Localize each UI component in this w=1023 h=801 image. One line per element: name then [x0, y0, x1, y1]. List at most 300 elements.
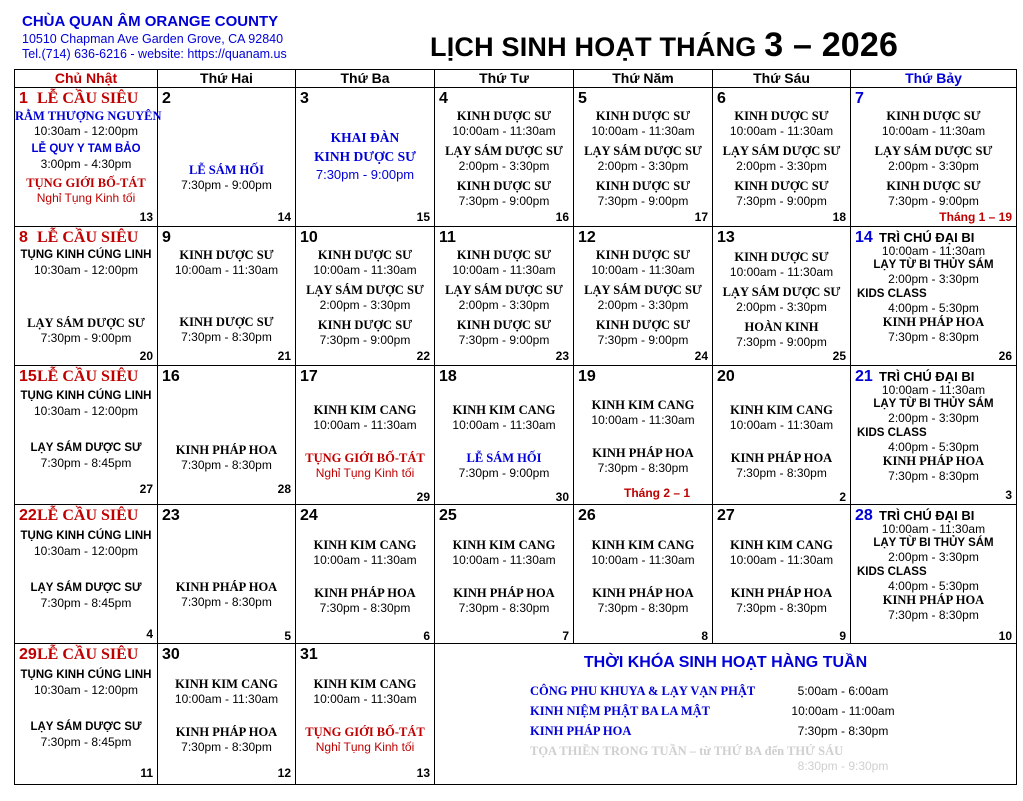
event — [15, 108, 162, 139]
event-time: 7:30pm - 8:30pm — [181, 330, 272, 344]
event — [15, 528, 157, 559]
event — [857, 426, 927, 440]
event — [713, 402, 850, 433]
event — [158, 676, 295, 707]
day-cell[interactable] — [851, 227, 1017, 366]
event-time: 2:00pm - 3:30pm — [319, 298, 411, 312]
day-number: 2 — [162, 90, 171, 107]
day-number: 20 — [717, 368, 735, 385]
day-title: TRÌ CHÚ ĐẠI BI — [879, 369, 975, 384]
week-row — [15, 227, 1017, 366]
event-time: 10:00am - 11:30am — [729, 418, 834, 432]
event-time: 10:00am - 11:30am — [452, 263, 556, 277]
event-name: KINH KIM CANG — [452, 403, 556, 417]
event-time: 7:30pm - 8:30pm — [319, 601, 411, 615]
day-cell[interactable] — [851, 505, 1017, 644]
event — [15, 719, 157, 750]
lunar-date: 26 — [998, 349, 1012, 363]
lunar-date: 9 — [839, 629, 846, 643]
day-number: 5 — [578, 90, 587, 107]
lunar-date: 6 — [423, 629, 430, 643]
day-cell[interactable] — [158, 227, 296, 366]
event-name: LẠY SÁM DƯỢC SƯ — [584, 144, 702, 158]
event-time: 7:30pm - 9:00pm — [736, 335, 827, 349]
day-cell[interactable] — [296, 505, 435, 644]
event — [574, 247, 712, 278]
day-number: 11 — [439, 229, 456, 246]
event — [574, 108, 712, 139]
event-name: KINH DƯỢC SƯ — [314, 149, 416, 164]
event-time: 4:00pm - 5:30pm — [888, 440, 979, 454]
day-number: 9 — [162, 229, 171, 246]
event — [296, 724, 434, 755]
event-time: 10:00am - 11:30am — [452, 418, 556, 432]
weekly-schedule-title: THỜI KHÓA SINH HOẠT HÀNG TUẦN — [583, 654, 868, 671]
event-time: 7:30pm - 8:30pm — [597, 461, 689, 475]
event-name: LẠY SÁM DƯỢC SƯ — [445, 283, 563, 297]
title-prefix: LỊCH SINH HOẠT THÁNG — [430, 32, 765, 62]
event-time: 10:00am - 11:30am — [313, 553, 417, 567]
day-cell[interactable] — [296, 366, 435, 505]
event-name: KINH DƯỢC SƯ — [179, 248, 274, 262]
lunar-date: Tháng 1 – 19 — [939, 210, 1012, 224]
event-time: 10:30am - 12:00pm — [33, 683, 139, 697]
event-time: 2:00pm - 3:30pm — [458, 298, 550, 312]
event — [296, 317, 434, 348]
event-time: 10:00am - 11:30am — [881, 522, 986, 536]
event — [851, 108, 1016, 139]
event-time: 10:00am - 11:30am — [591, 124, 695, 138]
page-title — [430, 28, 898, 64]
schedule-item-time: 10:00am - 11:00am — [791, 704, 895, 718]
schedule-item-name: CÔNG PHU KHUYA & LẠY VẠN PHẬT — [530, 684, 756, 698]
weekday-header-row — [15, 70, 1017, 88]
event-time: 7:30pm - 9:00pm — [458, 333, 550, 347]
event — [435, 178, 573, 209]
event-name: LẠY TỪ BI THỦY SÁM — [873, 259, 994, 271]
event-name: KINH KIM CANG — [730, 538, 833, 552]
weekly-schedule — [435, 644, 1016, 784]
event — [158, 724, 295, 755]
day-number: 22 — [19, 507, 37, 524]
day-cell[interactable] — [296, 227, 435, 366]
event-time: 2:00pm - 3:30pm — [736, 159, 827, 173]
event — [435, 282, 573, 313]
event-name: KINH PHÁP HOA — [882, 315, 985, 329]
week-row — [15, 88, 1017, 227]
day-cell[interactable] — [15, 644, 158, 785]
event-name: KINH DƯỢC SƯ — [595, 179, 691, 193]
lunar-date: 2 — [839, 490, 846, 504]
lunar-date: 17 — [694, 210, 708, 224]
event-time: 10:00am - 11:30am — [591, 263, 695, 277]
event — [296, 676, 434, 707]
day-cell[interactable] — [574, 88, 713, 227]
event-name: LẠY SÁM DƯỢC SƯ — [30, 721, 142, 733]
event-name: KINH KIM CANG — [591, 398, 695, 412]
event-name: LỄ SÁM HỐI — [188, 163, 264, 177]
day-cell[interactable] — [158, 505, 296, 644]
day-cell[interactable] — [15, 366, 158, 505]
event-time: 10:00am - 11:30am — [174, 263, 279, 277]
event — [435, 402, 573, 433]
lunar-date: 30 — [555, 490, 569, 504]
event-name: KIDS CLASS — [857, 288, 927, 300]
temple-name: CHÙA QUAN ÂM ORANGE COUNTY — [22, 13, 279, 30]
day-number: 29 — [19, 646, 37, 663]
event-name: LẠY SÁM DƯỢC SƯ — [306, 283, 424, 297]
event-name: TỤNG KINH CÚNG LINH — [20, 669, 152, 681]
day-cell[interactable] — [158, 644, 296, 785]
event-name: KINH DƯỢC SƯ — [317, 318, 413, 332]
event-time: 7:30pm - 8:30pm — [181, 595, 272, 609]
event-time: 7:30pm - 8:30pm — [888, 469, 979, 483]
day-cell[interactable] — [574, 505, 713, 644]
event-time: 7:30pm - 9:00pm — [597, 194, 689, 208]
lunar-date: 15 — [416, 210, 430, 224]
event-time: 10:00am - 11:30am — [313, 692, 417, 706]
event-name: KINH DƯỢC SƯ — [886, 109, 981, 123]
day-cell[interactable] — [713, 227, 851, 366]
event-time: 4:00pm - 5:30pm — [888, 301, 979, 315]
event — [15, 141, 157, 172]
event-name: KINH KIM CANG — [591, 538, 695, 552]
event — [713, 284, 850, 315]
weekday-sat: Thứ Bảy — [851, 70, 1017, 88]
event-time: 10:00am - 11:30am — [452, 124, 556, 138]
day-cell[interactable] — [296, 644, 435, 785]
event-time: 7:30pm - 8:30pm — [597, 601, 689, 615]
lunar-date: 4 — [146, 627, 153, 641]
weekday-wed: Thứ Tư — [435, 70, 574, 88]
day-cell[interactable] — [158, 88, 296, 227]
event — [713, 537, 850, 568]
event-time: 10:00am - 11:30am — [313, 263, 417, 277]
event-name: KINH KIM CANG — [313, 403, 417, 417]
event-name: KINH PHÁP HOA — [175, 443, 278, 457]
event-time: 2:00pm - 3:30pm — [597, 298, 689, 312]
day-title: TRÌ CHÚ ĐẠI BI — [879, 230, 975, 245]
event-name: LẠY SÁM DƯỢC SƯ — [30, 582, 142, 594]
event-time: 7:30pm - 8:30pm — [458, 601, 550, 615]
day-number: 14 — [855, 229, 873, 246]
event-time: 10:30am - 12:00pm — [33, 124, 139, 138]
day-title: LỄ CẦU SIÊU — [37, 90, 139, 107]
event — [713, 143, 850, 174]
day-cell[interactable] — [435, 366, 574, 505]
event-name: LẠY SÁM DƯỢC SƯ — [584, 283, 702, 297]
day-title: LỄ CẦU SIÊU — [37, 646, 139, 663]
event-time: 7:30pm - 9:00pm — [315, 167, 415, 182]
event — [851, 579, 1016, 594]
lunar-date: 20 — [139, 349, 153, 363]
event — [158, 247, 295, 278]
schedule-item-time: 8:30pm - 9:30pm — [797, 759, 889, 773]
event-time: 10:00am - 11:30am — [729, 553, 834, 567]
lunar-date: 14 — [277, 210, 291, 224]
day-cell[interactable] — [435, 88, 574, 227]
day-number: 6 — [717, 90, 726, 107]
event — [713, 249, 850, 280]
schedule-item-name: KINH PHÁP HOA — [530, 724, 632, 738]
event — [15, 580, 157, 611]
event — [851, 522, 1016, 537]
event-time: 10:30am - 12:00pm — [33, 544, 139, 558]
day-title: LỄ CẦU SIÊU — [37, 507, 139, 524]
day-number: 8 — [19, 229, 28, 246]
day-cell[interactable] — [851, 88, 1017, 227]
day-number: 23 — [162, 507, 180, 524]
event-name: LẠY SÁM DƯỢC SƯ — [445, 144, 563, 158]
event-name: KINH DƯỢC SƯ — [886, 179, 981, 193]
event-name: TỤNG KINH CÚNG LINH — [20, 390, 152, 402]
event-time: 7:30pm - 8:30pm — [736, 466, 827, 480]
day-cell[interactable] — [435, 227, 574, 366]
event-name: TỤNG GIỚI BỐ-TÁT — [305, 725, 425, 739]
calendar-grid — [14, 69, 1017, 785]
event-name: KINH KIM CANG — [313, 677, 417, 691]
event-name: KINH PHÁP HOA — [882, 454, 985, 468]
day-title: TRÌ CHÚ ĐẠI BI — [879, 508, 975, 523]
event-name: TỤNG KINH CÚNG LINH — [20, 530, 152, 542]
lunar-date: 10 — [998, 629, 1012, 643]
event-name: KINH DƯỢC SƯ — [595, 109, 691, 123]
weekday-thu: Thứ Năm — [574, 70, 713, 88]
event-name: LẠY SÁM DƯỢC SƯ — [27, 316, 145, 330]
event — [713, 319, 850, 350]
event — [574, 178, 712, 209]
temple-info — [22, 12, 402, 62]
event — [296, 282, 434, 313]
event-name: KINH DƯỢC SƯ — [179, 315, 274, 329]
event — [851, 454, 1016, 484]
day-number: 13 — [717, 229, 735, 246]
day-cell[interactable] — [15, 88, 162, 227]
event-time: 7:30pm - 9:00pm — [458, 194, 550, 208]
day-cell[interactable] — [713, 366, 851, 505]
event — [435, 450, 573, 481]
event — [574, 317, 712, 348]
event-time: 7:30pm - 9:00pm — [736, 194, 827, 208]
event-time: 7:30pm - 8:45pm — [40, 735, 132, 749]
weekday-sun: Chủ Nhật — [15, 70, 158, 88]
event — [296, 537, 434, 568]
event — [435, 247, 573, 278]
event-time: 10:00am - 11:30am — [881, 383, 986, 397]
event-time: 4:00pm - 5:30pm — [888, 579, 979, 593]
event-name: KINH DƯỢC SƯ — [456, 248, 552, 262]
event-time: 7:30pm - 8:45pm — [40, 596, 132, 610]
event-name: TỤNG GIỚI BỐ-TÁT — [305, 451, 425, 465]
event — [851, 178, 1016, 209]
day-number: 7 — [855, 90, 864, 107]
event-name: KINH DƯỢC SƯ — [595, 248, 691, 262]
event-name: KINH PHÁP HOA — [730, 451, 833, 465]
event-time: Nghỉ Tụng Kinh tối — [36, 191, 136, 205]
day-number: 3 — [300, 90, 309, 107]
day-cell[interactable] — [158, 366, 296, 505]
day-cell[interactable] — [15, 505, 158, 644]
event — [15, 247, 157, 278]
event-time: 10:00am - 11:30am — [591, 553, 695, 567]
event — [574, 445, 712, 476]
weekday-tue: Thứ Ba — [296, 70, 435, 88]
day-number: 31 — [300, 646, 318, 663]
event-time: Nghỉ Tụng Kinh tối — [315, 740, 415, 754]
event-time: 2:00pm - 3:30pm — [888, 550, 979, 564]
event — [435, 537, 573, 568]
event-time: 2:00pm - 3:30pm — [888, 411, 979, 425]
event-time: 2:00pm - 3:30pm — [888, 272, 979, 286]
day-cell[interactable] — [574, 227, 713, 366]
lunar-date: 5 — [284, 629, 291, 643]
event-name: KHAI ĐÀN — [330, 130, 400, 145]
day-number: 10 — [300, 229, 318, 246]
event — [851, 244, 1016, 259]
event-name: KIDS CLASS — [857, 427, 927, 439]
event — [713, 108, 850, 139]
event-time: 7:30pm - 8:30pm — [888, 608, 979, 622]
event — [857, 565, 927, 579]
lunar-date: 27 — [139, 482, 153, 496]
title-month-year: 3 – 2026 — [764, 26, 899, 64]
event — [435, 585, 573, 616]
event — [15, 667, 157, 698]
event-time: 2:00pm - 3:30pm — [597, 159, 689, 173]
day-number: 28 — [855, 507, 873, 524]
day-cell[interactable] — [713, 88, 851, 227]
event-name: KINH KIM CANG — [730, 403, 833, 417]
event-name: LẠY SÁM DƯỢC SƯ — [722, 285, 841, 299]
schedule-item-time: 5:00am - 6:00am — [797, 684, 889, 698]
event-time: 10:00am - 11:30am — [729, 265, 834, 279]
day-number: 12 — [578, 229, 596, 246]
event-name: KINH KIM CANG — [452, 538, 556, 552]
event-name: TỤNG GIỚI BỐ-TÁT — [26, 176, 146, 190]
day-cell[interactable] — [435, 505, 574, 644]
event-time: 7:30pm - 8:30pm — [181, 740, 272, 754]
event — [296, 585, 434, 616]
lunar-date: 25 — [832, 349, 846, 363]
event-time: 7:30pm - 9:00pm — [597, 333, 689, 347]
event — [15, 315, 157, 346]
event — [713, 450, 850, 481]
day-number: 17 — [300, 368, 318, 385]
event-time: 10:00am - 11:30am — [452, 553, 556, 567]
day-cell[interactable] — [851, 366, 1017, 505]
event — [296, 450, 434, 481]
event-time: 7:30pm - 8:45pm — [40, 456, 132, 470]
schedule-item-time: 7:30pm - 8:30pm — [797, 724, 889, 738]
event-name: KINH DƯỢC SƯ — [734, 250, 829, 264]
lunar-date: 13 — [139, 210, 153, 224]
event-name: KINH KIM CANG — [175, 677, 278, 691]
event-name: KINH PHÁP HOA — [882, 593, 985, 607]
event — [574, 282, 712, 313]
lunar-date: 22 — [416, 349, 430, 363]
event-name: KINH KIM CANG — [313, 538, 417, 552]
lunar-date: 23 — [555, 349, 569, 363]
event — [851, 315, 1016, 345]
week-row — [15, 644, 1017, 785]
event — [15, 388, 157, 419]
event-name: KINH PHÁP HOA — [730, 586, 833, 600]
weekday-fri: Thứ Sáu — [713, 70, 851, 88]
day-title: LỄ CẦU SIÊU — [37, 368, 139, 385]
lunar-date: Tháng 2 – 1 — [624, 486, 691, 500]
event — [851, 143, 1016, 174]
day-cell[interactable] — [296, 88, 435, 227]
temple-contact[interactable]: Tel.(714) 636-6216 - website: https://quanam.us — [22, 47, 287, 61]
event — [296, 128, 434, 184]
schedule-item-name: KINH NIỆM PHẬT BA LA MẬT — [530, 704, 710, 718]
event-time: 10:30am - 12:00pm — [33, 404, 139, 418]
lunar-date: 11 — [140, 766, 153, 780]
event-name: LỄ QUY Y TAM BẢO — [31, 143, 141, 155]
schedule-item-name: TỌA THIỀN TRONG TUẦN – từ THỨ BA đến THỨ SÁU — [530, 744, 844, 758]
event-name: KINH DƯỢC SƯ — [456, 318, 552, 332]
event-time: 7:30pm - 9:00pm — [458, 466, 550, 480]
event-name: KINH DƯỢC SƯ — [456, 109, 552, 123]
event-name: RẰM THƯỢNG NGUYÊN — [15, 109, 162, 123]
event — [435, 108, 573, 139]
event — [15, 175, 157, 206]
event-name: KINH DƯỢC SƯ — [317, 248, 413, 262]
lunar-date: 8 — [701, 629, 708, 643]
event-name: LẠY SÁM DƯỢC SƯ — [874, 144, 993, 158]
lunar-date: 16 — [555, 210, 569, 224]
event-time: Nghỉ Tụng Kinh tối — [315, 466, 415, 480]
event-time: 10:00am - 11:30am — [729, 124, 834, 138]
day-number: 16 — [162, 368, 180, 385]
day-cell[interactable] — [713, 505, 851, 644]
lunar-date: 21 — [277, 349, 291, 363]
lunar-date: 7 — [562, 629, 569, 643]
event-name: KINH DƯỢC SƯ — [734, 179, 829, 193]
lunar-date: 18 — [832, 210, 846, 224]
weekday-mon: Thứ Hai — [158, 70, 296, 88]
lunar-date: 13 — [416, 766, 430, 780]
event-time: 10:00am - 11:30am — [174, 692, 279, 706]
event — [713, 178, 850, 209]
event-time: 10:00am - 11:30am — [313, 418, 417, 432]
event — [713, 585, 850, 616]
event-time: 7:30pm - 8:30pm — [888, 330, 979, 344]
day-cell[interactable] — [574, 366, 713, 505]
event-name: LỄ SÁM HỐI — [466, 451, 542, 465]
day-number: 30 — [162, 646, 180, 663]
day-number: 27 — [717, 507, 735, 524]
event-name: KINH PHÁP HOA — [592, 586, 694, 600]
event — [851, 397, 1016, 426]
day-number: 21 — [855, 368, 873, 385]
day-cell[interactable] — [15, 227, 158, 366]
lunar-date: 29 — [416, 490, 430, 504]
week-row — [15, 366, 1017, 505]
event-name: KINH PHÁP HOA — [175, 725, 278, 739]
event-time: 2:00pm - 3:30pm — [736, 300, 827, 314]
day-number: 1 — [19, 90, 28, 107]
event — [851, 383, 1016, 398]
event — [851, 258, 1016, 287]
temple-address: 10510 Chapman Ave Garden Grove, CA 92840 — [22, 32, 284, 46]
day-number: 25 — [439, 507, 457, 524]
day-number: 18 — [439, 368, 457, 385]
event-time: 2:00pm - 3:30pm — [888, 159, 979, 173]
event — [158, 442, 295, 473]
lunar-date: 24 — [694, 349, 708, 363]
event-name: KINH PHÁP HOA — [175, 580, 278, 594]
